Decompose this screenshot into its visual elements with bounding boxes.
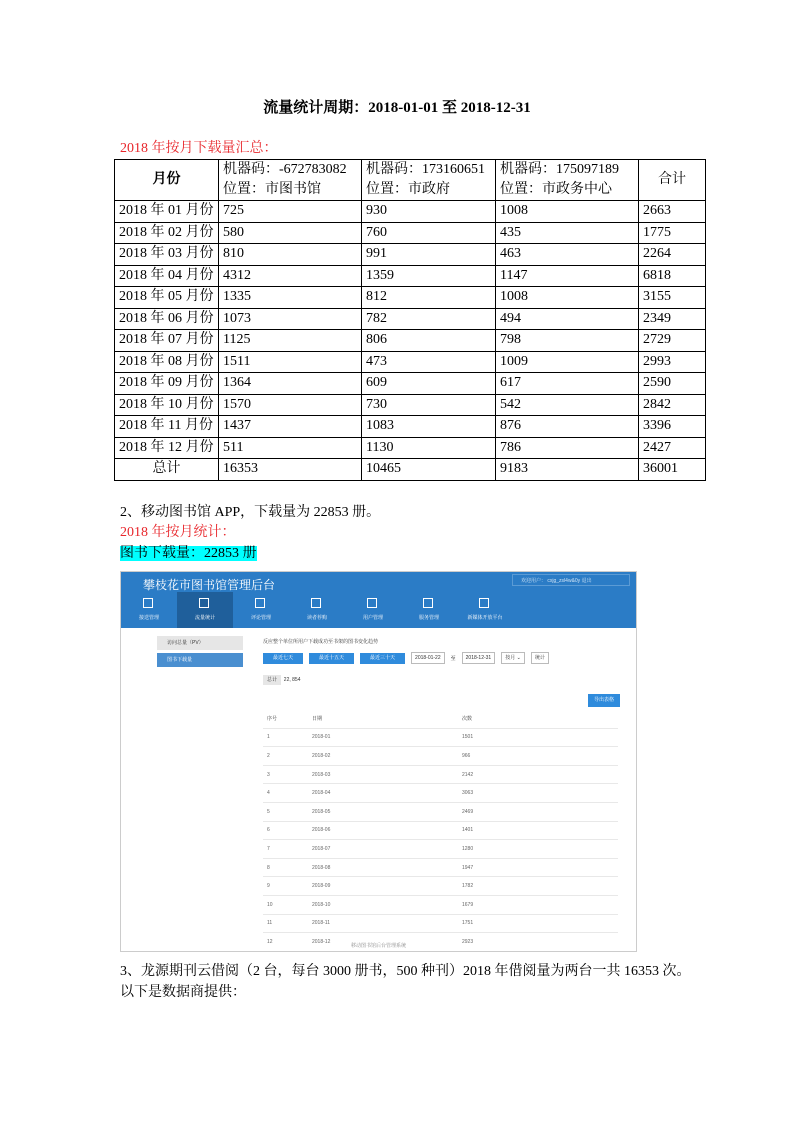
table-cell: 1782 bbox=[458, 877, 618, 896]
table-cell: 5 bbox=[263, 802, 308, 821]
machine-location: 位置：市政务中心 bbox=[500, 182, 612, 197]
table-cell: 8 bbox=[263, 858, 308, 877]
table-cell: 2663 bbox=[639, 201, 706, 223]
last-15-days-button[interactable]: 最近十五天 bbox=[309, 653, 354, 664]
paragraph-longyuan: 3、龙源期刊云借阅（2 台，每台 3000 册书，500 种刊）2018 年借阅量为两台一共 16353 次。 bbox=[120, 964, 691, 979]
date-from-input[interactable]: 2018-01-22 bbox=[411, 652, 445, 664]
table-cell: 609 bbox=[362, 373, 496, 395]
table-cell: 730 bbox=[362, 394, 496, 416]
table-row bbox=[263, 728, 618, 747]
table-cell: 806 bbox=[362, 330, 496, 352]
table-cell: 1679 bbox=[458, 895, 618, 914]
total-label: 总计 bbox=[263, 675, 281, 685]
table-row bbox=[263, 747, 618, 766]
table-cell: 2729 bbox=[639, 330, 706, 352]
nav-label: 用户管理 bbox=[362, 615, 383, 621]
sidebar-item-downloads[interactable]: 图书下载量 bbox=[157, 653, 243, 667]
table-cell: 2993 bbox=[639, 351, 706, 373]
table-row bbox=[115, 373, 706, 395]
table-cell: 617 bbox=[496, 373, 639, 395]
nav-icon bbox=[199, 598, 209, 608]
table-cell: 810 bbox=[219, 244, 362, 266]
table-row bbox=[263, 877, 618, 896]
table-cell: 2018-06 bbox=[308, 821, 458, 840]
table-cell: 1335 bbox=[219, 287, 362, 309]
table-cell: 2427 bbox=[639, 437, 706, 459]
table-cell: 2018 年 04 月份 bbox=[115, 265, 219, 287]
table-cell: 2923 bbox=[458, 933, 618, 952]
table-cell: 10 bbox=[263, 895, 308, 914]
table-cell: 11 bbox=[263, 914, 308, 933]
nav-icon bbox=[479, 598, 489, 608]
table-cell: 2018 年 07 月份 bbox=[115, 330, 219, 352]
table-row bbox=[115, 351, 706, 373]
table-cell: 1008 bbox=[496, 201, 639, 223]
paragraph-provider: 以下是数据商提供： bbox=[120, 985, 246, 1000]
table-cell: 2018-05 bbox=[308, 802, 458, 821]
table-cell: 876 bbox=[496, 416, 639, 438]
table-row bbox=[263, 895, 618, 914]
table-cell: 9 bbox=[263, 877, 308, 896]
nav-icon bbox=[367, 598, 377, 608]
nav-label: 评论管理 bbox=[250, 615, 271, 621]
table-cell: 473 bbox=[362, 351, 496, 373]
table-cell: 1501 bbox=[458, 728, 618, 747]
table-row bbox=[115, 437, 706, 459]
table-cell: 2018-12 bbox=[308, 933, 458, 952]
table-cell: 435 bbox=[496, 222, 639, 244]
table-cell: 10465 bbox=[362, 459, 496, 481]
table-cell: 2018 年 03 月份 bbox=[115, 244, 219, 266]
table-cell: 6818 bbox=[639, 265, 706, 287]
table-cell: 511 bbox=[219, 437, 362, 459]
col-header: 序号 bbox=[263, 710, 308, 728]
table-cell: 494 bbox=[496, 308, 639, 330]
table-cell: 1125 bbox=[219, 330, 362, 352]
table-cell: 6 bbox=[263, 821, 308, 840]
table-cell: 2018 年 06 月份 bbox=[115, 308, 219, 330]
table-row bbox=[263, 821, 618, 840]
table-cell: 1947 bbox=[458, 858, 618, 877]
table-row bbox=[263, 802, 618, 821]
table-cell: 2018 年 05 月份 bbox=[115, 287, 219, 309]
page-title: 流量统计周期：2018-01-01 至 2018-12-31 bbox=[263, 100, 531, 116]
date-to-input[interactable]: 2018-12-31 bbox=[462, 652, 496, 664]
export-button[interactable]: 导出表格 bbox=[588, 694, 620, 707]
table-cell: 2018 年 01 月份 bbox=[115, 201, 219, 223]
nav-item[interactable] bbox=[289, 592, 345, 628]
table-cell: 966 bbox=[458, 747, 618, 766]
table-cell: 2018 年 12 月份 bbox=[115, 437, 219, 459]
table-row bbox=[263, 914, 618, 933]
table-cell: 1009 bbox=[496, 351, 639, 373]
admin-screenshot bbox=[120, 571, 637, 952]
table-cell: 3155 bbox=[639, 287, 706, 309]
table-cell: 2018 年 11 月份 bbox=[115, 416, 219, 438]
table-cell: 1401 bbox=[458, 821, 618, 840]
machine-code: 机器码：-672783082 bbox=[223, 162, 347, 177]
nav-label: 接送管理 bbox=[138, 615, 159, 621]
table-row bbox=[115, 308, 706, 330]
table-cell: 1 bbox=[263, 728, 308, 747]
highlight-total: 图书下载量：22853 册 bbox=[120, 546, 257, 561]
period-select[interactable]: 按月 ⌄ bbox=[501, 652, 525, 664]
table-cell: 36001 bbox=[639, 459, 706, 481]
table-cell: 3063 bbox=[458, 784, 618, 803]
table-cell: 1073 bbox=[219, 308, 362, 330]
table-cell: 1280 bbox=[458, 840, 618, 859]
total-display bbox=[263, 676, 300, 683]
table-cell: 1437 bbox=[219, 416, 362, 438]
nav-icon bbox=[423, 598, 433, 608]
table-cell: 4312 bbox=[219, 265, 362, 287]
last-7-days-button[interactable]: 最近七天 bbox=[263, 653, 303, 664]
table-cell: 2018-10 bbox=[308, 895, 458, 914]
date-separator: 至 bbox=[450, 655, 456, 662]
table-row bbox=[263, 765, 618, 784]
table-row bbox=[115, 394, 706, 416]
user-info: 欢迎用户： cxjg_zsl4w&0y 退出 bbox=[512, 574, 630, 586]
table-cell: 1083 bbox=[362, 416, 496, 438]
admin-sidebar bbox=[157, 636, 243, 667]
table-cell: 7 bbox=[263, 840, 308, 859]
table-cell: 4 bbox=[263, 784, 308, 803]
total-header: 合计 bbox=[639, 160, 706, 201]
table-cell: 2 bbox=[263, 747, 308, 766]
nav-item[interactable] bbox=[401, 592, 457, 628]
machine-location: 位置：市政府 bbox=[366, 182, 450, 197]
table-row bbox=[263, 840, 618, 859]
table-row bbox=[115, 287, 706, 309]
machine-header-3 bbox=[496, 160, 639, 201]
admin-header bbox=[121, 572, 636, 628]
nav-item[interactable] bbox=[233, 592, 289, 628]
table-cell: 2018-07 bbox=[308, 840, 458, 859]
nav-icon bbox=[143, 598, 153, 608]
nav-label: 流量统计 bbox=[194, 615, 215, 621]
table-row bbox=[263, 784, 618, 803]
table-cell: 725 bbox=[219, 201, 362, 223]
table-cell: 798 bbox=[496, 330, 639, 352]
table-cell: 1751 bbox=[458, 914, 618, 933]
download-summary-table bbox=[114, 159, 706, 481]
nav-item[interactable] bbox=[177, 592, 233, 628]
col-header: 日期 bbox=[308, 710, 458, 728]
nav-label: 服务管理 bbox=[418, 615, 439, 621]
table-cell: 463 bbox=[496, 244, 639, 266]
filter-row bbox=[263, 652, 549, 664]
table-cell: 2842 bbox=[639, 394, 706, 416]
table-cell: 9183 bbox=[496, 459, 639, 481]
table-row bbox=[115, 201, 706, 223]
table-cell: 1364 bbox=[219, 373, 362, 395]
table-cell: 1008 bbox=[496, 287, 639, 309]
table-cell: 2018 年 02 月份 bbox=[115, 222, 219, 244]
table-cell: 2018 年 10 月份 bbox=[115, 394, 219, 416]
table-cell: 991 bbox=[362, 244, 496, 266]
table-cell: 1130 bbox=[362, 437, 496, 459]
table-cell: 580 bbox=[219, 222, 362, 244]
stat-button[interactable]: 统计 bbox=[531, 652, 549, 664]
table-cell: 1147 bbox=[496, 265, 639, 287]
table-cell: 3 bbox=[263, 765, 308, 784]
nav-icon bbox=[311, 598, 321, 608]
nav-icon bbox=[255, 598, 265, 608]
col-header: 次数 bbox=[458, 710, 618, 728]
table-cell: 2018-04 bbox=[308, 784, 458, 803]
table-cell: 2018-09 bbox=[308, 877, 458, 896]
machine-header-1 bbox=[219, 160, 362, 201]
table-cell: 3396 bbox=[639, 416, 706, 438]
machine-code: 机器码：175097189 bbox=[500, 162, 619, 177]
nav-item[interactable] bbox=[345, 592, 401, 628]
table-cell: 总计 bbox=[115, 459, 219, 481]
table-cell: 786 bbox=[496, 437, 639, 459]
nav-label: 读者荐购 bbox=[306, 615, 327, 621]
table-cell: 2590 bbox=[639, 373, 706, 395]
table-cell: 1775 bbox=[639, 222, 706, 244]
table-cell: 2018-03 bbox=[308, 765, 458, 784]
admin-brand: 攀枝花市图书馆管理后台 bbox=[143, 578, 276, 592]
table-cell: 12 bbox=[263, 933, 308, 952]
total-value: 22, 854 bbox=[283, 677, 301, 683]
nav-label: 新媒体开放平台 bbox=[467, 615, 503, 621]
table-row bbox=[115, 265, 706, 287]
table-cell: 1570 bbox=[219, 394, 362, 416]
table-cell: 1359 bbox=[362, 265, 496, 287]
table-cell: 2469 bbox=[458, 802, 618, 821]
section-heading-monthly: 2018 年按月下载量汇总： bbox=[120, 141, 278, 156]
admin-nav bbox=[121, 592, 513, 628]
section-heading-app: 2018 年按月统计： bbox=[120, 525, 236, 540]
table-row bbox=[115, 244, 706, 266]
table-cell: 2264 bbox=[639, 244, 706, 266]
total-row bbox=[115, 459, 706, 481]
nav-item[interactable] bbox=[121, 592, 177, 628]
paragraph-app: 2、移动图书馆 APP，下载量为 22853 册。 bbox=[120, 505, 381, 520]
table-cell: 16353 bbox=[219, 459, 362, 481]
table-header-row bbox=[263, 710, 618, 728]
admin-footer: 移动图书馆后台管理系统 bbox=[350, 943, 406, 949]
machine-code: 机器码：173160651 bbox=[366, 162, 485, 177]
table-cell: 2018 年 08 月份 bbox=[115, 351, 219, 373]
nav-item[interactable] bbox=[457, 592, 513, 628]
table-cell: 2349 bbox=[639, 308, 706, 330]
table-row bbox=[115, 416, 706, 438]
table-cell: 930 bbox=[362, 201, 496, 223]
chart-description: 反应整个单位所用户下载成功至书架的图书变化趋势 bbox=[263, 639, 379, 645]
month-header: 月份 bbox=[115, 160, 219, 201]
machine-header-2 bbox=[362, 160, 496, 201]
machine-location: 位置：市图书馆 bbox=[223, 182, 321, 197]
last-30-days-button[interactable]: 最近三十天 bbox=[360, 653, 405, 664]
table-cell: 760 bbox=[362, 222, 496, 244]
table-row bbox=[263, 858, 618, 877]
table-header-row bbox=[115, 160, 706, 201]
table-row bbox=[115, 222, 706, 244]
table-cell: 2018-08 bbox=[308, 858, 458, 877]
table-cell: 2142 bbox=[458, 765, 618, 784]
table-cell: 782 bbox=[362, 308, 496, 330]
download-table bbox=[263, 710, 618, 952]
table-cell: 2018-02 bbox=[308, 747, 458, 766]
sidebar-item-pv[interactable]: 访问总量（PV） bbox=[157, 636, 243, 650]
table-cell: 2018-11 bbox=[308, 914, 458, 933]
table-cell: 542 bbox=[496, 394, 639, 416]
table-cell: 1511 bbox=[219, 351, 362, 373]
table-cell: 2018 年 09 月份 bbox=[115, 373, 219, 395]
table-cell: 2018-01 bbox=[308, 728, 458, 747]
table-cell: 812 bbox=[362, 287, 496, 309]
table-row bbox=[115, 330, 706, 352]
